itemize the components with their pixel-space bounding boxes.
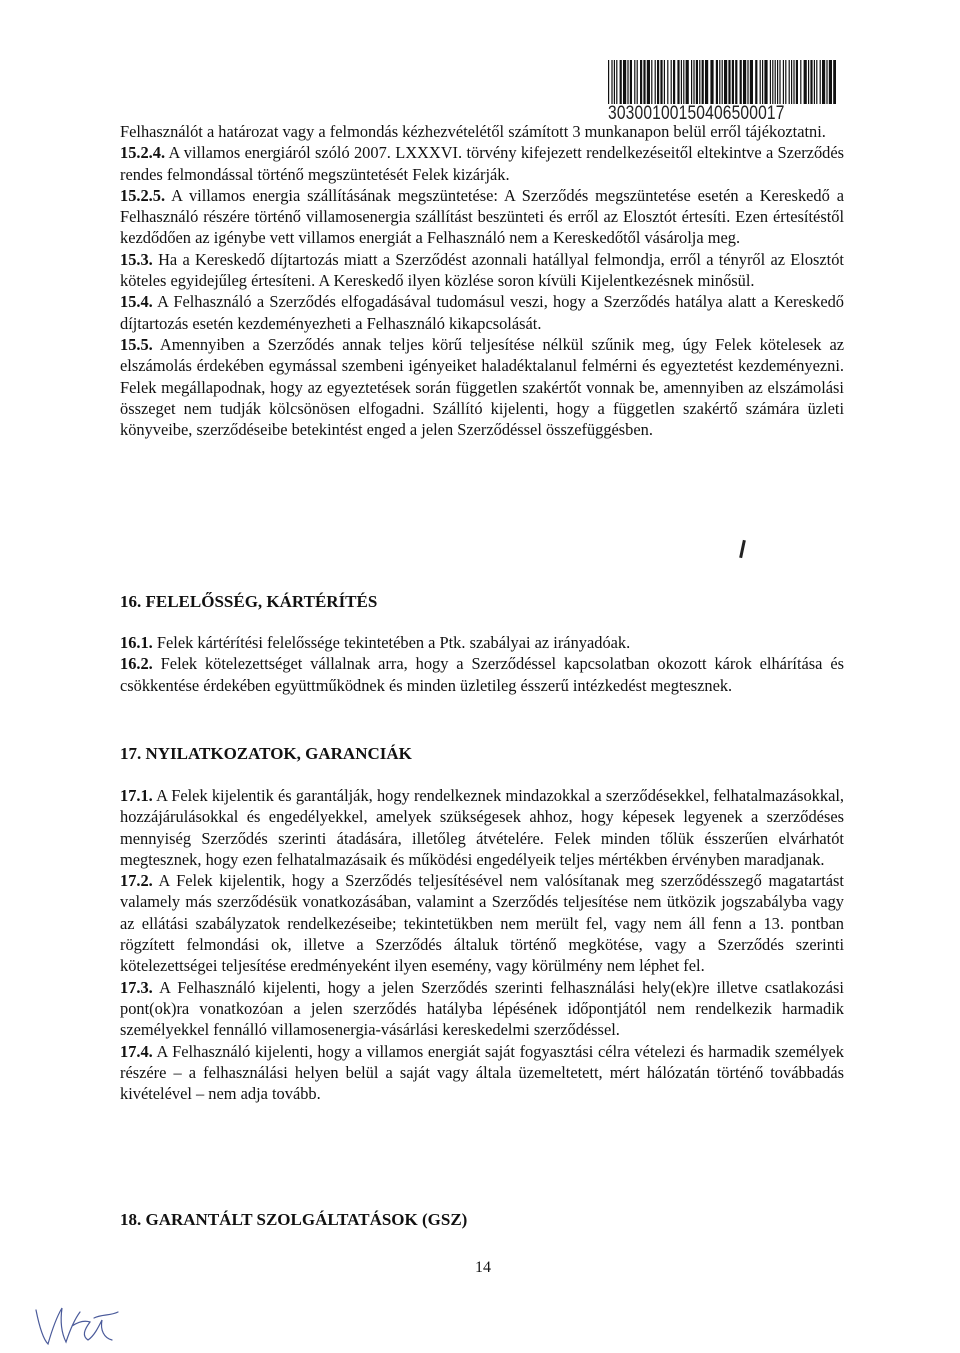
barcode-bar [793, 60, 794, 104]
barcode-bar [637, 60, 638, 104]
barcode-bar [705, 60, 708, 104]
barcode-bar [671, 60, 672, 104]
paragraph-15-5: 15.5. Amennyiben a Szerződés annak teljes körű teljesítése nélkül szűnik meg, úgy Felek kötelesek az elszámolás érdekében egymással szembeni igényeiket haladéktalanul felmérni és egyeztetést kezdeményezni. Felek megállapodnak, hogy az egyeztetések során független szakértőt vonnak be, amennyiben az elszámolási összeget nem tudják kölcsönösen elfogadni. Szállító kijelenti, hogy a független szakértő számára üzleti könyveibe, szerződéseibe betekintést enged a jelen Szerződéssel összefüggésben. [120, 334, 845, 440]
paragraph-16-1: 16.1. Felek kártérítési felelőssége tekintetében a Ptk. szabályai az irányadóak. [120, 633, 631, 652]
clause-number: 15.4. [120, 292, 153, 312]
paragraph-15-2-5: 15.2.5. A villamos energia szállításának megszüntetése: A Szerződés megszüntetése esetén a Kereskedő a Felhasználó részére történő villamosenergia szállítást beszünteti és erről az Elosztót értesíti. Ezen értesítéstől kezdődően az igénybe vett villamos energiát a Felhasználó nem a Kereskedőtől vásárolja meg. [120, 185, 844, 248]
barcode-bar [747, 60, 748, 104]
section-heading-17: 17. NYILATKOZATOK, GARANCIÁK [120, 744, 412, 763]
barcode-bar [804, 60, 807, 104]
barcode-bar [783, 60, 784, 104]
barcode-bar [620, 60, 622, 104]
barcode-bar [740, 60, 742, 104]
barcode-bar [732, 60, 734, 104]
clause-number: 17.3. [120, 977, 153, 997]
barcode-bar [719, 60, 720, 104]
barcode-bar [789, 60, 790, 104]
barcode-bar [660, 60, 662, 104]
barcode-bar [762, 60, 763, 104]
barcode-bar [696, 60, 698, 104]
barcode-bar [820, 60, 821, 104]
barcode-bar [770, 60, 771, 104]
paragraph: Felhasználót a határozat vagy a felmondás kézhezvételétől számított 3 munkanapon belül erről tájékoztatni. [120, 122, 826, 141]
barcode-bar [829, 60, 832, 104]
barcode-bar [816, 60, 817, 104]
clause-number: 17.4. [120, 1041, 153, 1061]
barcode-bar [755, 60, 757, 104]
clause-number: 16.1. [120, 633, 153, 652]
clause-number: 16.2. [120, 654, 153, 674]
clause-number: 15.2.4. [120, 143, 166, 163]
barcode-bar [614, 60, 615, 104]
paragraph-15-2-4: 15.2.4. A villamos energiáról szóló 2007. LXXXVI. törvény kifejezett rendelkezéseitől eltekintve a Szerződés rendes felmondással történő megszüntetését Felek kizárják. [120, 143, 844, 184]
barcode-bar [686, 60, 689, 104]
barcode-bar [616, 60, 617, 104]
barcode-bar [667, 60, 668, 104]
clause-number: 17.1. [120, 786, 153, 805]
barcode-bar [808, 60, 809, 104]
paragraph-17-4: 17.4. A Felhasználó kijelenti, hogy a villamos energiát saját fogyasztási célra vételezi és harmadik személyek részére – a felhasználási helyen belül a saját vagy általa üzemeltetett, mért hálózatán történő továbbadás kivételével – nem adja tovább. [120, 1041, 844, 1104]
barcode-bar [608, 60, 609, 104]
barcode-bar [785, 60, 786, 104]
initials-signature-icon [32, 1300, 122, 1348]
barcode-image [608, 60, 836, 104]
barcode-bar [640, 60, 642, 104]
barcode-bar [651, 60, 652, 104]
barcode-bar [647, 60, 650, 104]
barcode-number: 30300100150406500017 [608, 103, 785, 124]
barcode-bar [772, 60, 773, 104]
barcode-bar [810, 60, 812, 104]
barcode-bar [673, 60, 675, 104]
barcode-bar [826, 60, 827, 104]
paragraph-17-2: 17.2. A Felek kijelentik, hogy a Szerződés teljesítésével nem valósítanak meg szerződésszegő magatartást valamely más szerződésük vonatkozásában, valamint a Szerződés teljesítése nem ütközik jogszabályba vagy az ellátási szabályzatok rendelkezéseibe; tekintetükben nem merült fel, vagy nem áll fenn a 13. pontban rögzített felmondási ok, illetve a Szerződés általuk történő megkötése, vagy a Szerződés szerinti kötelezettségei teljesítése eredményeként ilyen esemény, vagy körülmény nem léphet fel. [120, 871, 844, 976]
barcode-bar [655, 60, 656, 104]
barcode-bar [775, 60, 776, 104]
section-15-continuation [120, 121, 844, 440]
barcode-bar [822, 60, 825, 104]
barcode-bar [623, 60, 626, 104]
barcode-bar [683, 60, 684, 104]
paragraph-16-2: 16.2. Felek kötelezettséget vállalnak arra, hogy a Szerződéssel kapcsolatban okozott károk elhárítása és csökkentése érdekében együttműködnek és minden üzletileg ésszerű intézkedést megtesznek. [120, 654, 844, 695]
clause-number: 17.2. [120, 871, 153, 891]
barcode-block [608, 60, 836, 124]
barcode-bar [743, 60, 746, 104]
barcode-bar [750, 60, 753, 104]
stray-pen-mark [739, 540, 746, 558]
barcode-bar [677, 60, 679, 104]
paragraph-17-1: 17.1. A Felek kijelentik és garantálják, hogy rendelkeznek mindazokkal a szerződésekkel, felhatalmazásokkal, hozzájárulásokkal és engedélyekkel, amelyek szükségesek ahhoz, hogy képesek legyenek a szerződéses mennyiség Szerződés szerinti átadására, illetőleg átvételére. Felek minden tőlük ésszerűen elvárhatót megtesznek, hogy ezen felhatalmazásaik és működési engedélyeik teljes mértékben érvényben maradjanak. [120, 786, 844, 869]
barcode-bar [791, 60, 792, 104]
barcode-bar [702, 60, 704, 104]
barcode-bar [833, 60, 836, 104]
barcode-bar [681, 60, 682, 104]
barcode-bar [664, 60, 665, 104]
barcode-bar [691, 60, 692, 104]
barcode-bar [764, 60, 767, 104]
barcode-bar [627, 60, 628, 104]
barcode-bar [657, 60, 659, 104]
clause-number: 15.3. [120, 249, 153, 269]
section-16-body [120, 632, 844, 696]
barcode-bar [710, 60, 713, 104]
barcode-bar [722, 60, 723, 104]
barcode-bar [693, 60, 694, 104]
barcode-bar [611, 60, 612, 104]
barcode-bar [716, 60, 718, 104]
barcode-bar [699, 60, 700, 104]
page-number: 14 [475, 1259, 491, 1276]
barcode-bar [796, 60, 798, 104]
barcode-bar [735, 60, 737, 104]
paragraph-17-3: 17.3. A Felhasználó kijelenti, hogy a jelen Szerződés szerinti felhasználási hely(ek)re illetve csatlakozási pont(ok)ra vonatkozóan a jelen szerződés hatályba lépésének időpontjától nem rendelkezik harmadik személyekkel fennálló villamosenergia-vásárlási kereskedelmi szerződéssel. [120, 977, 844, 1040]
paragraph-15-3: 15.3. Ha a Kereskedő díjtartozás miatt a Szerződést azonnali hatállyal felmondja, erről a tényről az Elosztót köteles egyidejűleg értesíteni. A Kereskedő ilyen közlése soron kívüli Kijelentkezésnek minősül. [120, 249, 844, 291]
section-17-body [120, 785, 844, 1104]
barcode-bar [728, 60, 730, 104]
barcode-bar [779, 60, 780, 104]
barcode-bar [634, 60, 635, 104]
barcode-bar [760, 60, 761, 104]
paragraph-15-4: 15.4. A Felhasználó a Szerződés elfogadásával tudomásul veszi, hogy a Szerződés hatálya alatt a Kereskedő díjtartozás esetén kezdeményezheti a Felhasználó kikapcsolását. [120, 292, 844, 333]
barcode-bar [643, 60, 645, 104]
section-heading-18: 18. GARANTÁLT SZOLGÁLTATÁSOK (GSZ) [120, 1210, 468, 1229]
barcode-bar [724, 60, 727, 104]
clause-number: 15.2.5. [120, 185, 166, 205]
barcode-bar [630, 60, 632, 104]
barcode-bar [814, 60, 815, 104]
section-heading-16: 16. FELELŐSSÉG, KÁRTÉRÍTÉS [120, 592, 378, 611]
barcode-bar [777, 60, 778, 104]
barcode-bar [800, 60, 801, 104]
clause-number: 15.5. [120, 334, 153, 354]
